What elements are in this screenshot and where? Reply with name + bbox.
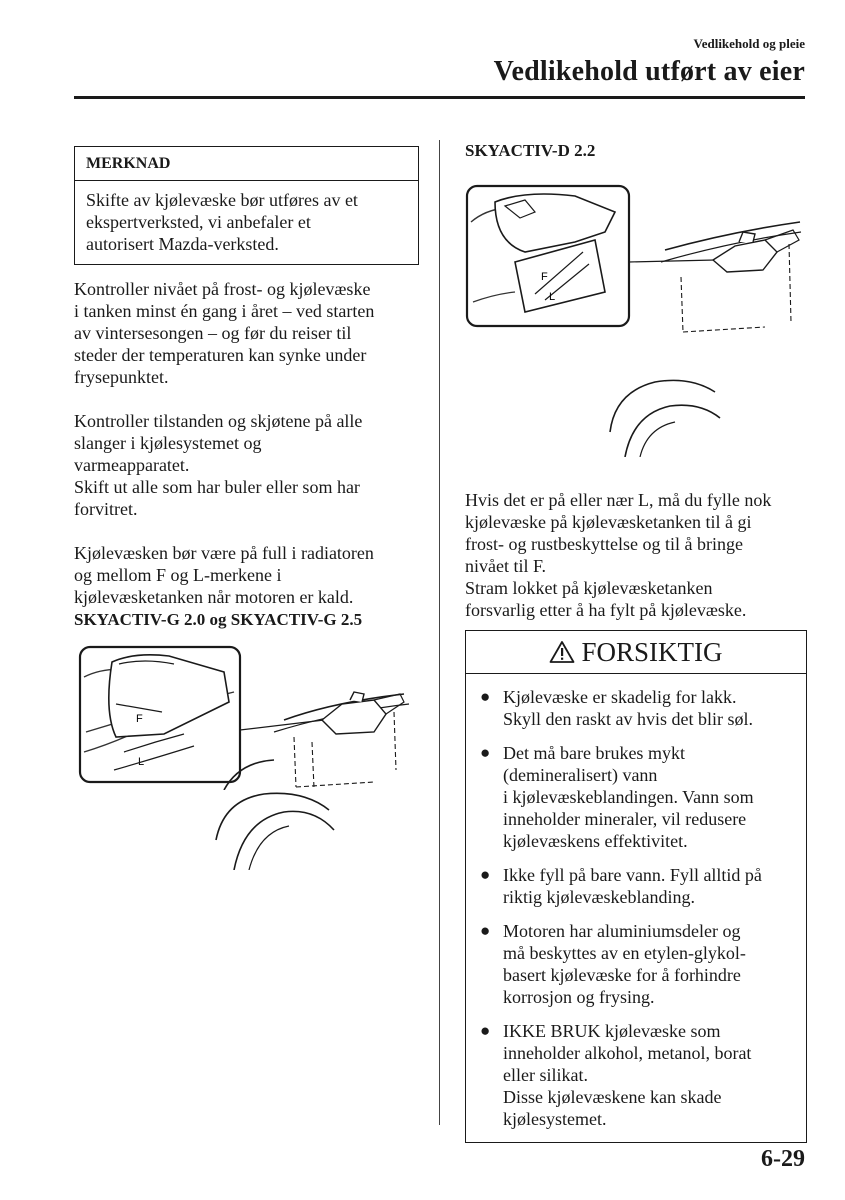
caution-list [466, 674, 806, 1142]
paragraph-check-hoses [74, 410, 419, 520]
caution-title: FORSIKTIG [581, 637, 723, 667]
mark-l-inset: L [549, 291, 556, 303]
text-line: Kontroller nivået på frost- og kjølevæske [74, 279, 371, 299]
text-line: Kontroller tilstanden og skjøtene på alle [74, 411, 363, 431]
column-divider [439, 140, 440, 1125]
bullet-icon: ● [480, 743, 491, 762]
text-line: Det må bare brukes mykt [503, 743, 685, 763]
title-rule [74, 96, 805, 99]
text-line: Stram lokket på kjølevæsketanken [465, 578, 713, 598]
page-title: Vedlikehold utført av eier [493, 56, 805, 87]
text-line: steder der temperaturen kan synke under [74, 345, 367, 365]
bullet-icon: ● [480, 921, 491, 940]
text-line: (demineralisert) vann [503, 765, 658, 785]
notice-line: Skifte av kjølevæske bør utføres av et [86, 190, 358, 210]
bullet-icon: ● [480, 1021, 491, 1040]
warning-triangle-icon [549, 640, 575, 664]
text-line: inneholder mineraler, vil redusere [503, 809, 747, 829]
text-line: Kjølevæske er skadelig for lakk. [503, 687, 737, 707]
notice-body [75, 181, 418, 264]
notice-line: autorisert Mazda-verksted. [86, 234, 279, 254]
text-line: varmeapparatet. [74, 455, 190, 475]
text-line: i tanken minst én gang i året – ved starten [74, 301, 375, 321]
text-line: frost- og rustbeskyttelse og til å bringe [465, 534, 743, 554]
text-line: forvitret. [74, 499, 138, 519]
text-line: riktig kjølevæskeblanding. [503, 887, 695, 907]
text-line: Disse kjølevæskene kan skade [503, 1087, 722, 1107]
text-line: Skift ut alle som har buler eller som har [74, 477, 360, 497]
notice-title: MERKNAD [75, 147, 418, 181]
text-line: i kjølevæskeblandingen. Vann som [503, 787, 754, 807]
caution-item [478, 742, 792, 852]
mark-l-inset: L [138, 756, 145, 768]
notice-box [74, 146, 419, 265]
mark-f-inset: F [541, 271, 548, 283]
paragraph-check-level [74, 278, 419, 388]
coolant-tank-illustration-gasoline [74, 642, 419, 790]
text-line: kjølesystemet. [503, 1109, 607, 1129]
text-line: IKKE BRUK kjølevæske som [503, 1021, 721, 1041]
text-line: slanger i kjølesystemet og [74, 433, 262, 453]
text-line: kjølevæske på kjølevæsketanken til å gi [465, 512, 752, 532]
text-line: frysepunktet. [74, 367, 169, 387]
section-label: Vedlikehold og pleie [693, 36, 805, 51]
bullet-icon: ● [480, 865, 491, 884]
text-line: Kjølevæsken bør være på full i radiatoren [74, 543, 374, 563]
wheel-arch-illustration [74, 790, 419, 870]
text-line: inneholder alkohol, metanol, borat [503, 1043, 752, 1063]
caution-item [478, 920, 792, 1008]
text-line: basert kjølevæske for å forhindre [503, 965, 741, 985]
figure-heading-diesel: SKYACTIV-D 2.2 [465, 141, 596, 160]
text-line: eller silikat. [503, 1065, 588, 1085]
text-line: Hvis det er på eller nær L, må du fylle nok [465, 490, 772, 510]
text-line: av vintersesongen – og før du reiser til [74, 323, 352, 343]
left-column [74, 146, 419, 870]
right-column [465, 140, 807, 1143]
text-line: må beskyttes av en etylen-glykol- [503, 943, 746, 963]
text-line: nivået til F. [465, 556, 547, 576]
caution-item [478, 1020, 792, 1130]
bullet-icon: ● [480, 687, 491, 706]
text-line: kjølevæsketanken når motoren er kald. [74, 587, 354, 607]
page-number: 6-29 [761, 1146, 805, 1172]
text-line: korrosjon og frysing. [503, 987, 655, 1007]
figure-heading-gasoline: SKYACTIV-G 2.0 og SKYACTIV-G 2.5 [74, 610, 363, 629]
caution-box [465, 630, 807, 1143]
text-line: Skyll den raskt av hvis det blir søl. [503, 709, 753, 729]
caution-header [466, 631, 806, 674]
text-line: Motoren har aluminiumsdeler og [503, 921, 741, 941]
text-line: forsvarlig etter å ha fylt på kjølevæske. [465, 600, 747, 620]
caution-item [478, 686, 792, 730]
paragraph-fill-coolant [465, 489, 807, 621]
text-line: kjølevæskens effektivitet. [503, 831, 688, 851]
text-line: Ikke fyll på bare vann. Fyll alltid på [503, 865, 762, 885]
caution-item [478, 864, 792, 908]
text-line: og mellom F og L-merkene i [74, 565, 282, 585]
paragraph-coolant-level [74, 542, 419, 631]
mark-f-inset: F [136, 713, 143, 725]
coolant-tank-illustration-diesel [465, 182, 807, 457]
notice-line: ekspertverksted, vi anbefaler et [86, 212, 311, 232]
